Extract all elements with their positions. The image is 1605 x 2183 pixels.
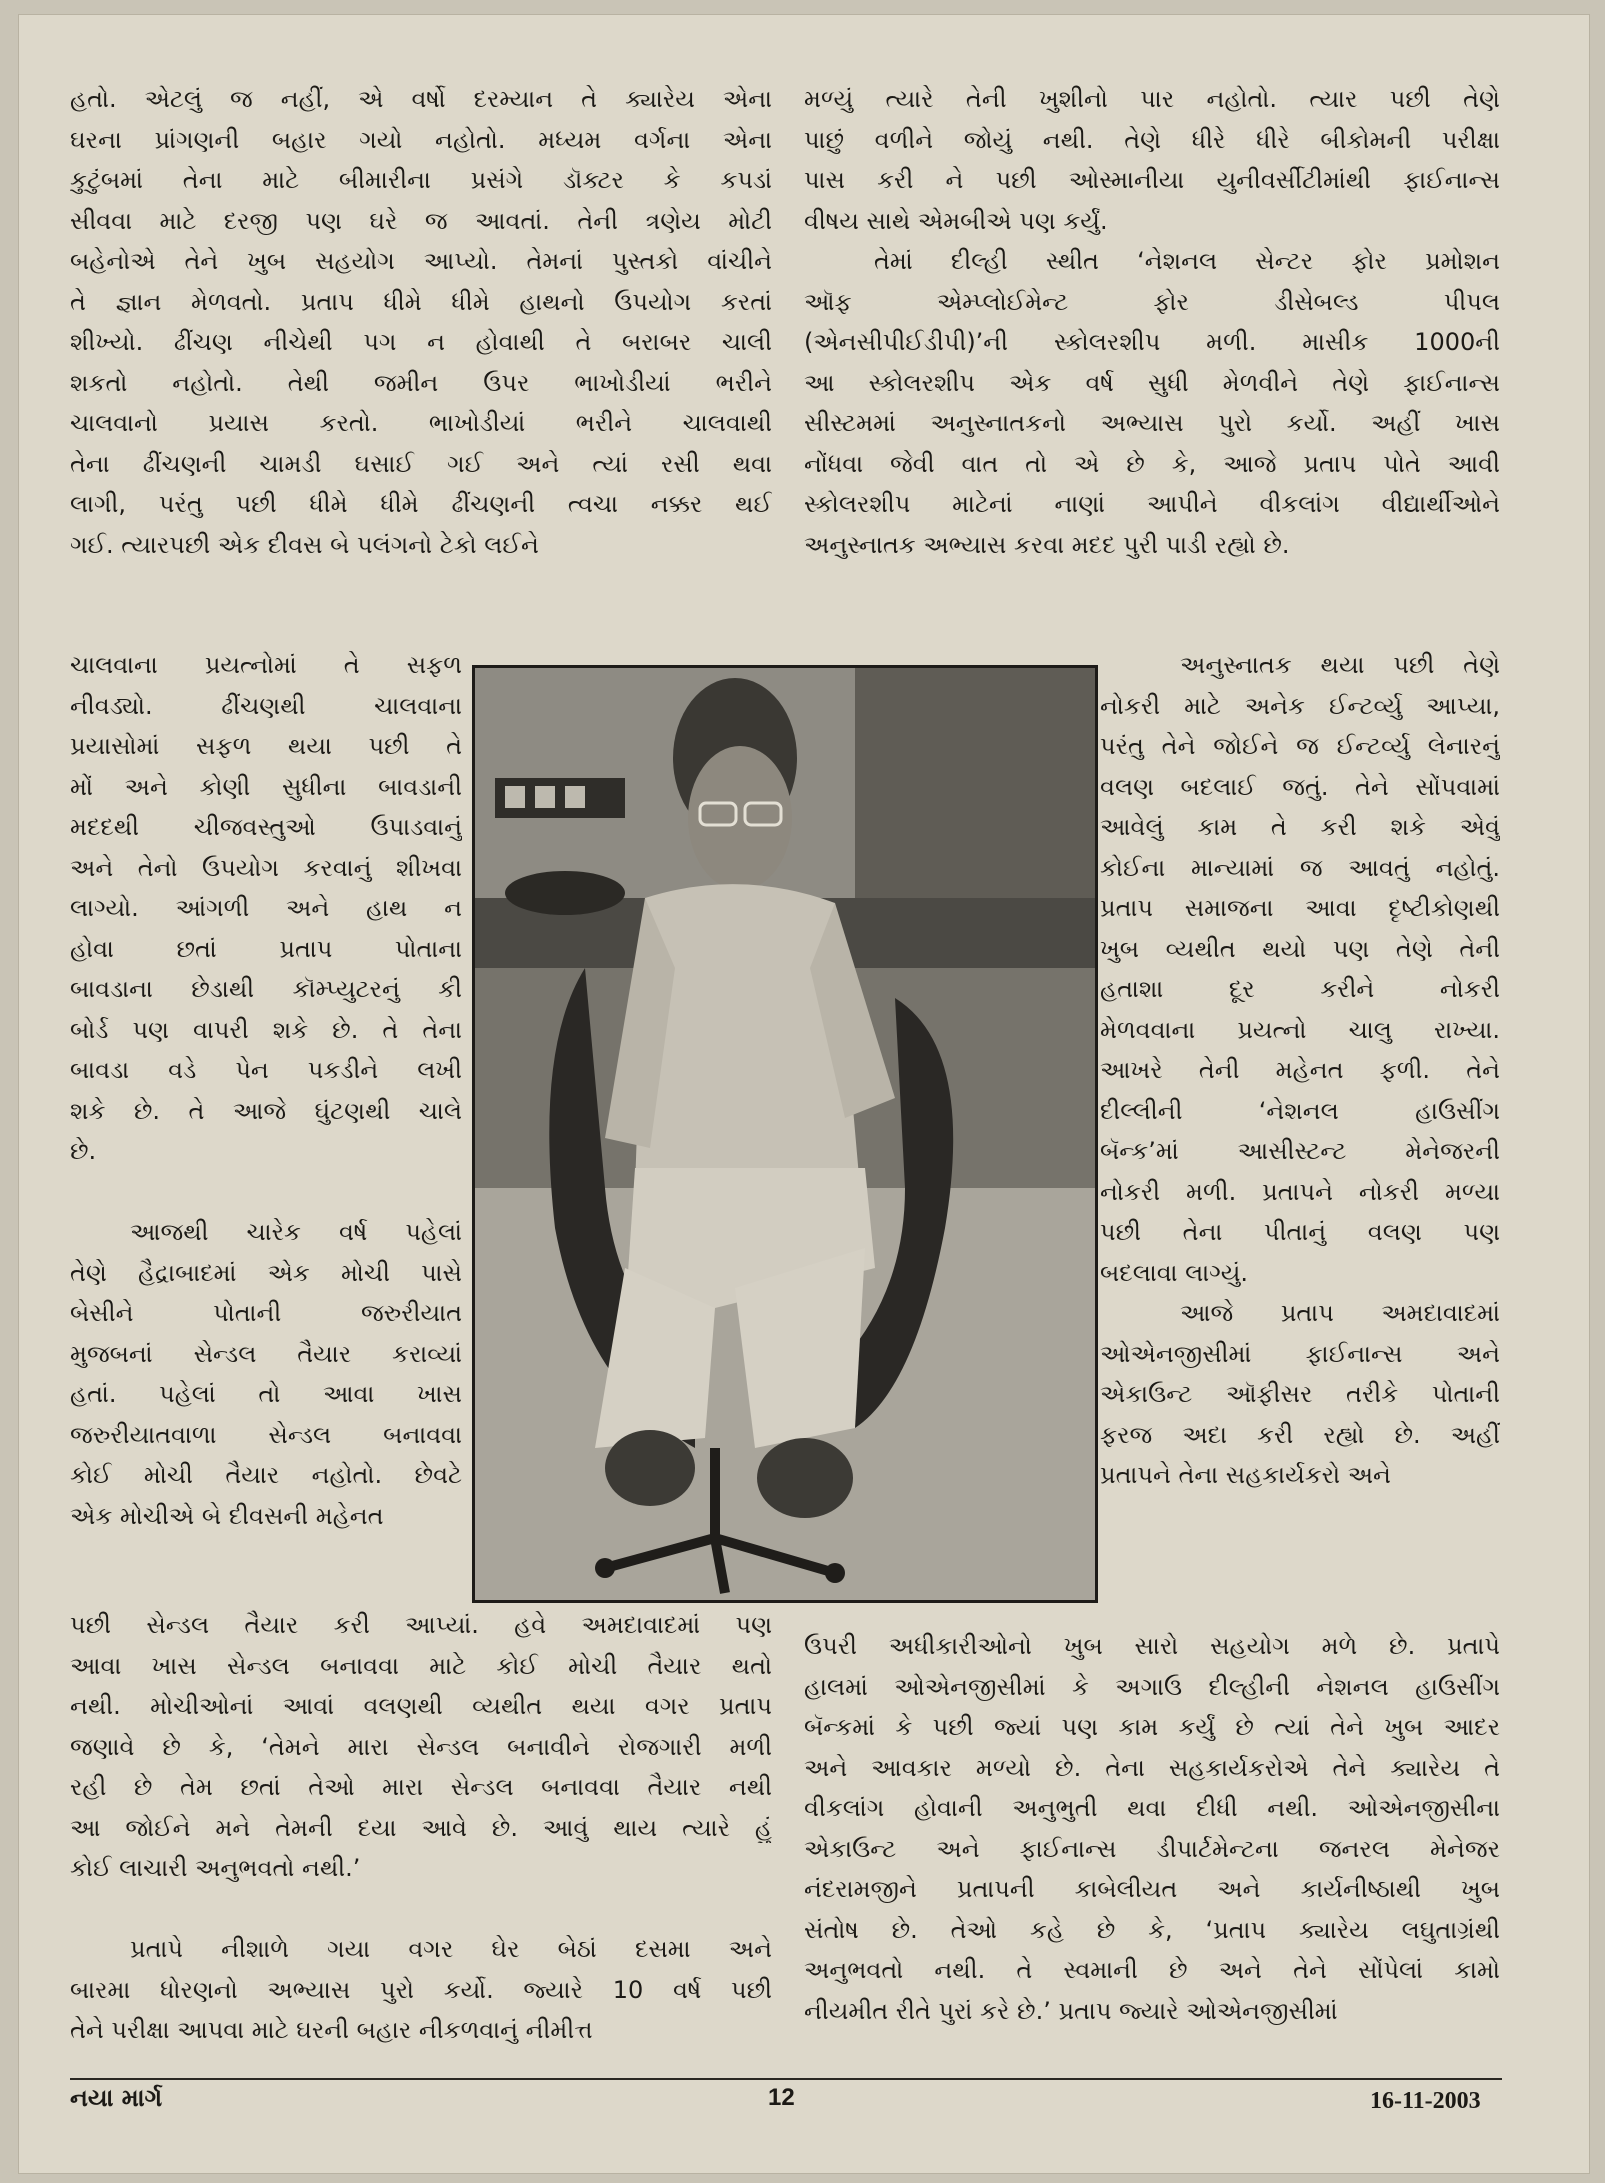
text-line: શકતો નહોતો. તેથી જમીન ઉપર ભાખોડીયાં ભરીને	[70, 368, 772, 397]
text-line: બહેનોએ તેને ખુબ સહયોગ આપ્યો. તેમનાં પુસ્તકો વાંચીને	[70, 247, 772, 275]
text-line: અનુસ્નાતક થયા પછી તેણે	[1180, 651, 1500, 679]
text-line: આવેલું કામ તે કરી શકે એવું	[1100, 813, 1500, 841]
text-line: બદલાવા લાગ્યું.	[1100, 1258, 1248, 1287]
text-line: ગઈ. ત્યારપછી એક દીવસ બે પલંગનો ટેકો લઈને	[70, 530, 539, 559]
text-line: કોઈ લાચારી અનુભવતો નથી.’	[70, 1854, 361, 1882]
text-line: સંતોષ છે. તેઓ કહે છે કે, ‘પ્રતાપ ક્યારેય લઘુતાગ્રંથી	[804, 1915, 1500, 1944]
text-line: પ્રયાસોમાં સફળ થયા પછી તે	[70, 732, 462, 760]
text-line: એકાઉન્ટ અને ફાઈનાન્સ ડીપાર્ટમેન્ટના જનરલ મેનેજર	[804, 1834, 1500, 1863]
text-line: પાછું વળીને જોયું નથી. તેણે ધીરે ધીરે બીકોમની પરીક્ષા	[804, 125, 1500, 154]
text-line: એકાઉન્ટ ઑફીસર તરીકે પોતાની	[1100, 1380, 1500, 1408]
text-line: નથી. મોચીઓનાં આવાં વલણથી વ્યથીત થયા વગર પ્રતાપ	[70, 1692, 772, 1720]
text-line: પ્રતાપે નીશાળે ગયા વગર ઘેર બેઠાં દસમા અને	[130, 1935, 772, 1963]
footer-rule	[70, 2078, 1502, 2080]
text-line: અને તેનો ઉપયોગ કરવાનું શીખવા	[70, 853, 462, 882]
text-line: ચાલવાનો પ્રયાસ કરતો. ભાખોડીયાં ભરીને ચાલવાથી	[70, 409, 772, 437]
text-line: હતાં. પહેલાં તો આવા ખાસ	[70, 1380, 462, 1408]
text-line: આ સ્કોલરશીપ એક વર્ષ સુધી મેળવીને તેણે ફાઈનાન્સ	[804, 368, 1500, 397]
text-line: અનુસ્નાતક અભ્યાસ કરવા મદદ પુરી પાડી રહ્યો છે.	[804, 530, 1290, 559]
text-line: આ જોઈને મને તેમની દયા આવે છે. આવું થાય ત્યારે હું	[70, 1813, 772, 1842]
text-line: સ્કોલરશીપ માટેનાં નાણાં આપીને વીકલાંગ વીદ્યાર્થીઓને	[804, 490, 1500, 518]
text-line: ફરજ અદા કરી રહ્યો છે. અહીં	[1100, 1420, 1500, 1449]
text-line: નીવડ્યો. ઢીંચણથી ચાલવાના	[70, 691, 462, 720]
text-line: મોં અને કોણી સુધીના બાવડાની	[70, 772, 462, 801]
text-line: આવા ખાસ સેન્ડલ બનાવવા માટે કોઈ મોચી તૈયાર થતો	[70, 1651, 772, 1680]
text-line: પ્રતાપને તેના સહકાર્યકરો અને	[1100, 1461, 1391, 1489]
text-line: તે જ્ઞાન મેળવતો. પ્રતાપ ધીમે ધીમે હાથનો ઉપયોગ કરતાં	[70, 287, 772, 316]
text-line: અને આવકાર મળ્યો છે. તેના સહકાર્યકરોએ તેને ક્યારેય તે	[804, 1753, 1500, 1782]
text-line: લાગ્યો. આંગળી અને હાથ ન	[70, 894, 462, 922]
text-line: આખરે તેની મહેનત ફળી. તેને	[1100, 1056, 1500, 1084]
text-line: મુજબનાં સેન્ડલ તૈયાર કરાવ્યાં	[70, 1339, 462, 1368]
text-line: સીવવા માટે દરજી પણ ઘરે જ આવતાં. તેની ત્રણેય મોટી	[70, 206, 772, 235]
text-line: તેના ઢીંચણની ચામડી ઘસાઈ ગઈ અને ત્યાં રસી થવા	[70, 449, 772, 478]
text-line: કોઈ મોચી તૈયાર નહોતો. છેવટે	[70, 1461, 462, 1489]
text-line: વીષય સાથે એમબીએ પણ કર્યું.	[804, 206, 1108, 235]
text-line: નોકરી મળી. પ્રતાપને નોકરી મળ્યા	[1100, 1177, 1500, 1206]
text-line: ઘરના પ્રાંગણની બહાર ગયો નહોતો. મધ્યમ વર્ગના એના	[70, 125, 772, 154]
text-line: બારમા ધોરણનો અભ્યાસ પુરો કર્યો. જ્યારે 10 વર્ષ પછી	[70, 1975, 772, 2004]
text-line: મેળવવાના પ્રયત્નો ચાલુ રાખ્યા.	[1100, 1015, 1500, 1044]
text-line: અનુભવતો નથી. તે સ્વમાની છે અને તેને સોંપેલાં કામો	[804, 1956, 1500, 1984]
text-line: નોકરી માટે અનેક ઈન્ટર્વ્યુ આપ્યા,	[1100, 691, 1500, 720]
text-line: વીકલાંગ હોવાની અનુભુતી થવા દીધી નથી. ઓએનજીસીના	[804, 1794, 1500, 1822]
text-line: નોંધવા જેવી વાત તો એ છે કે, આજે પ્રતાપ પોતે આવી	[804, 449, 1500, 478]
text-line: હાલમાં ઓએનજીસીમાં કે અગાઉ દીલ્હીની નેશનલ હાઉસીંગ	[804, 1672, 1500, 1701]
text-line: (એનસીપીઈડીપી)’ની સ્કોલરશીપ મળી. માસીક 1000ની	[804, 328, 1500, 356]
text-line: ઉપરી અધીકારીઓનો ખુબ સારો સહયોગ મળે છે. પ્રતાપે	[804, 1632, 1500, 1660]
text-line: બાવડા વડે પેન પકડીને લખી	[70, 1056, 462, 1084]
text-line: તેને પરીક્ષા આપવા માટે ઘરની બહાર નીકળવાનું નીમીત્ત	[70, 2016, 593, 2044]
text-line: મદદથી ચીજવસ્તુઓ ઉપાડવાનું	[70, 813, 462, 841]
text-line: ઓએનજીસીમાં ફાઈનાન્સ અને	[1100, 1339, 1500, 1368]
text-line: ખુબ વ્યથીત થયો પણ તેણે તેની	[1100, 934, 1500, 963]
text-line: બોર્ડ પણ વાપરી શકે છે. તે તેના	[70, 1015, 462, 1044]
text-line: કુટુંબમાં તેના માટે બીમારીના પ્રસંગે ડૉક્ટર કે કપડાં	[70, 166, 772, 194]
text-line: રહી છે તેમ છતાં તેઓ મારા સેન્ડલ બનાવવા તૈયાર નથી	[70, 1773, 772, 1801]
publication-name: નયા માર્ગ	[70, 2084, 163, 2112]
text-line: પાસ કરી ને પછી ઓસ્માનીયા યુનીવર્સીટીમાંથી ફાઈનાન્સ	[804, 166, 1500, 194]
text-line: શીખ્યો. ઢીંચણ નીચેથી પગ ન હોવાથી તે બરાબર ચાલી	[70, 328, 772, 356]
text-line: દીલ્લીની ‘નેશનલ હાઉસીંગ	[1100, 1096, 1500, 1125]
text-line: ચાલવાના પ્રયત્નોમાં તે સફળ	[70, 651, 462, 679]
text-line: પ્રતાપ સમાજના આવા દૃષ્ટીકોણથી	[1100, 894, 1500, 922]
text-line: શકે છે. તે આજે ઘુંટણથી ચાલે	[70, 1096, 462, 1125]
text-line: બૅન્કમાં કે પછી જ્યાં પણ કામ કર્યું છે ત્યાં તેને ખુબ આદર	[804, 1713, 1500, 1741]
page-number: 12	[768, 2084, 795, 2111]
text-line: કોઈના માન્યામાં જ આવતું નહોતું.	[1100, 853, 1500, 882]
text-line: જરુરીયાતવાળા સેન્ડલ બનાવવા	[70, 1420, 462, 1449]
text-line: હતાશા દૂર કરીને નોકરી	[1100, 975, 1500, 1003]
text-line: નંદરામજીને પ્રતાપની કાબેલીયત અને કાર્યનીષ્ઠાથી ખુબ	[804, 1875, 1500, 1903]
text-line: મળ્યું ત્યારે તેની ખુશીનો પાર નહોતો. ત્યાર પછી તેણે	[804, 85, 1500, 113]
text-line: એક મોચીએ બે દીવસની મહેનત	[70, 1501, 384, 1530]
text-line: તેણે હૈદ્રાબાદમાં એક મોચી પાસે	[70, 1258, 462, 1287]
text-line: પછી સેન્ડલ તૈયાર કરી આપ્યાં. હવે અમદાવાદમાં પણ	[70, 1611, 772, 1639]
text-line: વલણ બદલાઈ જતું. તેને સોંપવામાં	[1100, 772, 1500, 801]
photo-man-in-office-chair	[475, 668, 1095, 1600]
text-line: આજે પ્રતાપ અમદાવાદમાં	[1180, 1299, 1500, 1327]
text-line: પછી તેના પીતાનું વલણ પણ	[1100, 1218, 1500, 1246]
issue-date: 16-11-2003	[1370, 2088, 1481, 2114]
text-line: પરંતુ તેને જોઈને જ ઈન્ટર્વ્યુ લેનારનું	[1100, 732, 1500, 760]
text-line: બૅન્ક’માં આસીસ્ટન્ટ મેનેજરની	[1100, 1137, 1500, 1165]
text-line: હોવા છતાં પ્રતાપ પોતાના	[70, 934, 462, 963]
text-line: નીયમીત રીતે પુરાં કરે છે.’ પ્રતાપ જ્યારે ઓએનજીસીમાં	[804, 1996, 1338, 2025]
text-line: ઑફ એમ્પ્લોઈમેન્ટ ફોર ડીસેબલ્ડ પીપલ	[804, 287, 1500, 316]
text-line: જણાવે છે કે, ‘તેમને મારા સેન્ડલ બનાવીને રોજગારી મળી	[70, 1732, 772, 1761]
text-line: સીસ્ટમમાં અનુસ્નાતકનો અભ્યાસ પુરો કર્યો. અહીં ખાસ	[804, 409, 1500, 437]
text-line: બેસીને પોતાની જરુરીયાત	[70, 1299, 462, 1327]
text-line: તેમાં દીલ્હી સ્થીત ‘નેશનલ સેન્ટર ફોર પ્રમોશન	[874, 247, 1500, 275]
text-line: છે.	[70, 1137, 97, 1165]
text-line: લાગી, પરંતુ પછી ધીમે ધીમે ઢીંચણની ત્વચા નક્કર થઈ	[70, 490, 772, 518]
article-photo	[472, 665, 1098, 1603]
text-line: આજથી ચારેક વર્ષ પહેલાં	[130, 1218, 462, 1246]
text-line: બાવડાના છેડાથી કૉમ્પ્યુટરનું કી	[70, 975, 462, 1003]
text-line: હતો. એટલું જ નહીં, એ વર્ષો દરમ્યાન તે ક્યારેય એના	[70, 85, 772, 113]
